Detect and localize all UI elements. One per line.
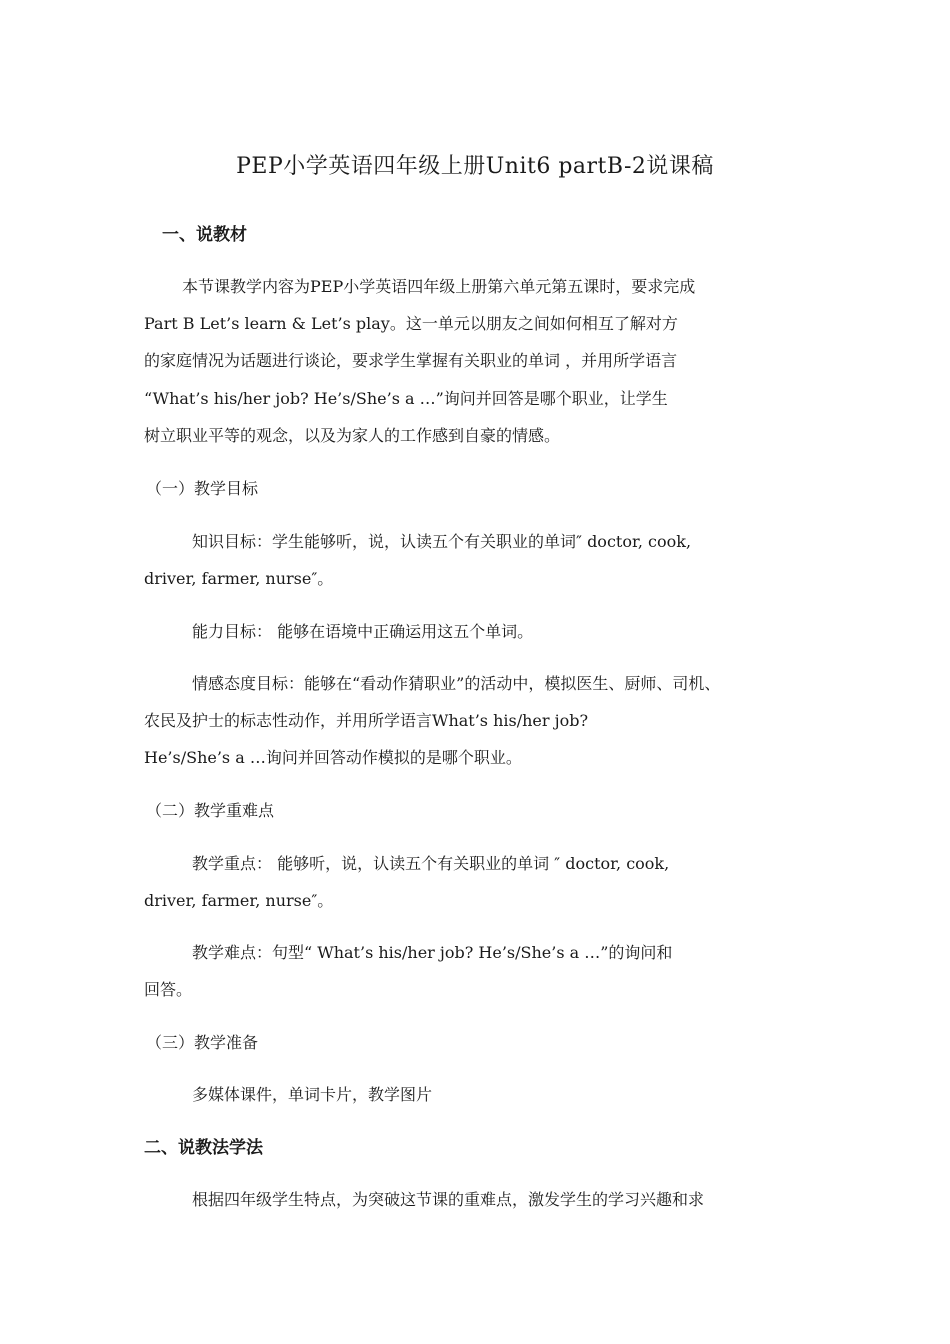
paragraph-line: 多媒体课件，单词卡片，教学图片 <box>192 1085 433 1104</box>
section-heading-textbook: 一、说教材 <box>162 225 247 245</box>
paragraph-line: 农民及护士的标志性动作，并用所学语言What’s his/her job? <box>144 711 589 730</box>
paragraph-line: 情感态度目标：能够在“看动作猜职业”的活动中，模拟医生、厨师、司机、 <box>192 674 721 693</box>
paragraph-line: 的家庭情况为话题进行谈论，要求学生掌握有关职业的单词 ，并用所学语言 <box>144 351 678 370</box>
paragraph-line: 教学重点： 能够听，说，认读五个有关职业的单词 ″ doctor, cook, <box>192 854 670 873</box>
subheading-preparation: （三）教学准备 <box>146 1033 259 1052</box>
section-heading-methods: 二、说教法学法 <box>144 1138 263 1158</box>
paragraph-line: 本节课教学内容为PEP小学英语四年级上册第六单元第五课时，要求完成 <box>182 277 696 296</box>
paragraph-line: He’s/She’s a …询问并回答动作模拟的是哪个职业。 <box>144 748 522 767</box>
paragraph-line: 树立职业平等的观念，以及为家人的工作感到自豪的情感。 <box>144 426 561 445</box>
paragraph-line: 知识目标：学生能够听，说，认读五个有关职业的单词″ doctor, cook, <box>192 532 692 551</box>
paragraph-line: driver, farmer, nurse″。 <box>144 569 334 588</box>
paragraph-line: “What’s his/her job? He’s/She’s a …”询问并回答是哪个职业，让学生 <box>144 389 668 408</box>
subheading-key-points: （二）教学重难点 <box>146 801 275 820</box>
paragraph-line: Part B Let’s learn & Let’s play。这一单元以朋友之间如何相互了解对方 <box>144 314 678 333</box>
paragraph-line: driver, farmer, nurse″。 <box>144 891 334 910</box>
subheading-teaching-goals: （一）教学目标 <box>146 479 259 498</box>
paragraph-line: 能力目标： 能够在语境中正确运用这五个单词。 <box>192 622 534 641</box>
paragraph-line: 根据四年级学生特点，为突破这节课的重难点，激发学生的学习兴趣和求 <box>192 1190 705 1209</box>
paragraph-line: 教学难点：句型“ What’s his/her job? He’s/She’s a …”的询问和 <box>192 943 673 962</box>
paragraph-line: 回答。 <box>144 980 193 999</box>
document-title: PEP小学英语四年级上册Unit6 partB-2说课稿 <box>236 154 714 179</box>
